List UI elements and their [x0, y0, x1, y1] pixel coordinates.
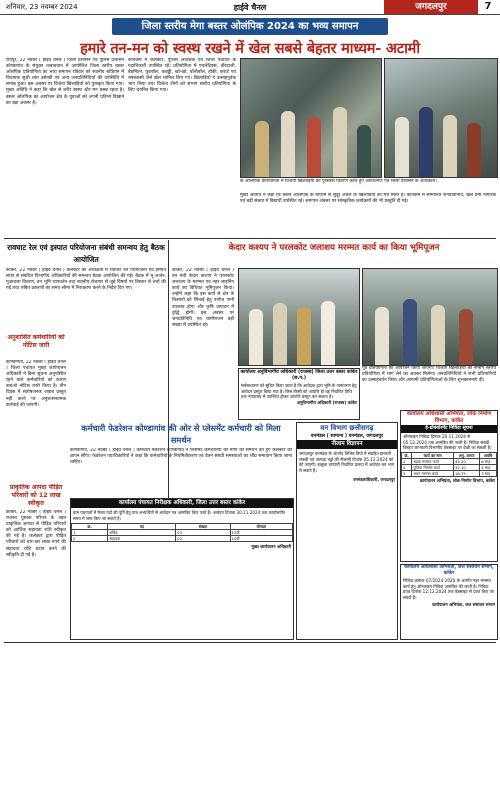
story-notice-headline: अनुशासित कर्मचारियों को नोटिस जारी	[7, 334, 65, 349]
story7-body	[362, 366, 496, 406]
story-relief-text: कांकेर, 22 नवंबर ( हाईवे चैनल ) राजस्व पुस्तक परिपत्र के तहत प्राकृतिक आपदा से पीड़ित परिवारों को आर्थिक सहायता राशि स्वीकृत की गई है। कलेक्टर द्वारा पीड़ित परिवारों को चार-चार लाख रुपये की सहायता राशि प्रदान करने की स्वीकृति दी गई है।	[6, 510, 66, 558]
table-header: पद	[108, 524, 176, 530]
table-cell: 02	[176, 536, 230, 542]
notice-sdm-sign: अनुविभागीय अधिकारी (राजस्व) कांकेर	[296, 399, 357, 405]
notice-panchayat	[70, 498, 294, 640]
photo-figure	[395, 117, 409, 177]
table-cell: 1	[72, 530, 108, 536]
photo-figure	[297, 307, 311, 365]
story-kashyap-headline: केदार कश्यप ने परलकोट जलाशय मरम्मत कार्य का किया भूमिपूजन	[228, 243, 440, 253]
notice-sdm	[238, 368, 360, 420]
notice-pwd	[400, 410, 498, 562]
story-relief-body	[6, 510, 66, 636]
table-header: संख्या	[176, 524, 230, 530]
lead-photo-event	[384, 58, 498, 178]
issue-date: शनिवार, 23 नवम्बर 2024	[6, 3, 78, 11]
story-kashyap-text: कांकेर, 22 नवंबर ( हाईवे चैनल ) वन मंत्री केदार कश्यप ने परलकोट जलाशय के मरम्मत एवं नहर लाइनिंग कार्य का विधिवत भूमिपूजन किया। उन्होंने कहा कि इस कार्य से क्षेत्र के किसानों को सिंचाई हेतु पर्याप्त पानी उपलब्ध होगा और कृषि उत्पादन में वृद्धि होगी। इस अवसर पर जनप्रतिनिधि एवं ग्रामीणजन बड़ी संख्या में उपस्थित रहे।	[172, 268, 234, 328]
table-cell: 12वीं	[230, 530, 292, 536]
notice-forest-sign: वनमंडलाधिकारी, जगदलपुर	[353, 477, 395, 483]
notice-sdm-title: कार्यालय अनुविभागीय अधिकारी (राजस्व) जिला उत्तर बस्तर कांकेर (छ.ग.)	[240, 370, 358, 381]
city-badge: जगदलपुर	[384, 0, 478, 14]
table-row	[402, 470, 497, 476]
section-divider	[4, 238, 496, 239]
photo-figure	[467, 123, 481, 177]
table-header: क्र.	[402, 452, 412, 458]
notice-panchayat-title: कार्यालय पंचायत निरीक्षक अधिकारी, जिला उत्तर बस्तर कांकेर	[71, 499, 293, 508]
footer-rule	[4, 642, 496, 643]
photo-figure	[307, 117, 321, 177]
photo-figure	[357, 125, 371, 177]
story-federation-body	[70, 448, 292, 494]
photo-figure	[459, 309, 473, 365]
story-kashyap-photo	[238, 268, 360, 366]
lead-body-col3	[240, 193, 496, 235]
table-header: अवधि	[480, 452, 497, 458]
table-cell: 18.75	[453, 470, 479, 476]
story-notice-text: कोण्डागांव, 22 नवंबर ( हाईवे चैनल ) जिला पंचायत मुख्य कार्यपालन अधिकारी ने बिना सूचना अनुपस्थित रहने वाले कर्मचारियों को कारण बताओ नोटिस जारी किया है। तीन दिवस में संतोषजनक जवाब प्रस्तुत नहीं करने पर अनुशासनात्मक कार्रवाई की जाएगी।	[6, 360, 66, 408]
table-cell: 10वीं	[230, 536, 292, 542]
notice-forest	[296, 422, 398, 640]
table-cell: सचिव	[108, 530, 176, 536]
notice-panchayat-text: ग्राम पंचायतों में रिक्त पदों की पूर्ति हेतु पात्र अभ्यर्थियों से आवेदन पत्र आमंत्रित किए जाते हैं। आवेदन दिनांक 30.11.2024 तक कार्यालयीन समय में जमा किए जा सकते हैं।	[73, 510, 286, 521]
lead-photo-sports	[240, 58, 382, 178]
page-number: 7	[484, 1, 492, 12]
lead-photo-caption: के ओलंपिक प्रतियोगिता में विजयी खिलाड़ियों को पुरस्कार वितरण करते हुए अतिथिगण एवं जिला प्रशासन के अधिकारी।	[240, 179, 438, 184]
photo-figure	[255, 121, 269, 177]
photo-figure	[375, 307, 389, 365]
story-rawghat-text: कांकेर, 22 नवंबर ( हाईवे चैनल ) कलेक्टर की अध्यक्षता में रावघाट रेल परियोजना एवं इस्पात संयंत्र से संबंधित विभागीय अधिकारियों की समन्वय बैठक आयोजित की गई। बैठक में भू-अर्जन, मुआवजा वितरण, वन भूमि व्यपवर्तन तथा स्थानीय रोजगार से जुड़े विषयों पर विस्तार से चर्चा की गई तथा लंबित प्रकरणों का समय-सीमा में निराकरण करने के निर्देश दिए गए।	[6, 268, 166, 292]
lead-body-text-1: रायपुर, 22 नवंबर ( हाईवे चैनल ) जिला प्रशासन एवं पुलिस प्रशासन कोण्डागांव के संयुक्त तत्वावधान में आयोजित जिला स्तरीय बस्तर ओलंपिक प्रतियोगिता का भव्य समापन रविवार को स्थानीय स्टेडियम में विधायक सुश्री लता उसेण्डी एवं अन्य जनप्रतिनिधियों की उपस्थिति में सम्पन्न हुआ। इस अवसर पर विजेता खिलाड़ियों को पुरस्कृत किया गया। मुख्य अतिथि ने कहा कि खेल से शरीर स्वस्थ और मन प्रसन्न रहता है। बस्तर ओलंपिक का आयोजन क्षेत्र के युवाओं को अपनी प्रतिभा दिखाने का बड़ा अवसर है।	[6, 58, 124, 106]
table-cell: 32.10	[453, 464, 479, 470]
photo-figure	[273, 303, 287, 365]
notice-water-sign: कार्यपालन अभियंता, जल संसाधन संभाग	[432, 602, 495, 608]
story7-photo	[362, 268, 498, 366]
photo-figure	[419, 107, 433, 177]
photo-figure	[333, 107, 347, 177]
table-cell: 3	[402, 470, 412, 476]
table-cell: 6 माह	[480, 458, 497, 464]
lead-body-text-2: कार्यक्रम में कलेक्टर, पुलिस अधीक्षक एवं जिला पंचायत के पदाधिकारी उपस्थित रहे। प्रतियोगिता में एथलेटिक्स, तीरंदाजी, बैडमिंटन, फुटबॉल, कबड्डी, खो-खो, वॉलीबॉल, हॉकी, कराटे एवं रस्साकसी जैसे खेल शामिल किए गए। खिलाड़ियों ने उत्साहपूर्वक भाग लिया तथा विजेता टीमों को संभाग स्तरीय प्रतियोगिता के लिए चयनित किया गया।	[128, 58, 236, 94]
notice-pwd-title: कार्यालय अधिशासी अभियंता, लोक निर्माण विभाग, कांकेर	[406, 411, 492, 424]
story-federation-text: कोण्डागांव, 22 नवंबर ( हाईवे चैनल ) कर्मचारी फेडरेशन कोण्डागांव ने प्लेसमेंट कर्मचारियों की मांगों को समर्थन देते हुए कलेक्टर को ज्ञापन सौंपा। फेडरेशन पदाधिकारियों ने कहा कि कर्मचारियों के नियमितीकरण एवं वेतन संबंधी समस्याओं का शीघ्र समाधान किया जाना चाहिए।	[70, 448, 292, 466]
notice-panchayat-sign: मुख्य कार्यपालन अधिकारी	[251, 544, 291, 550]
story-notice-body	[6, 360, 66, 480]
lead-body-text-3: मुख्य अतिथि ने कहा कि बस्तर ओलंपिक के माध्यम से सुदूर अंचल के खिलाड़ियों को मंच मिला है। कार्यक्रम में सम्मानित जनप्रतिनिधि, खेल प्रेमी नागरिक एवं बड़ी संख्या में विद्यार्थी उपस्थित रहे। समापन अवसर पर सांस्कृतिक कार्यक्रमों की भी प्रस्तुति दी गई।	[240, 193, 496, 205]
story-relief-headline: प्राकृतिक आपदा पीड़ित परिवारों को 12 लाख स्वीकृत	[9, 484, 63, 507]
notice-panchayat-table	[71, 523, 293, 542]
table-cell: 1	[402, 458, 412, 464]
notice-pwd-table	[401, 452, 497, 477]
table-cell: 45.20	[453, 458, 479, 464]
table-cell: भवन मरम्मत कार्य	[412, 470, 454, 476]
paper-name: हाईवे चैनल	[233, 3, 267, 12]
story-federation-headline: कर्मचारी फेडरेशन कोण्डागांव की ओर से प्लेसमेंट कर्मचारी को मिला समर्थन	[81, 423, 281, 445]
table-cell: पुलिया निर्माण कार्य	[412, 464, 454, 470]
notice-water	[400, 564, 498, 640]
story-rawghat-body	[6, 268, 166, 330]
notice-pwd-sign: कार्यपालन अभियंता, लोक निर्माण विभाग, कांकेर	[419, 477, 495, 483]
photo-figure	[321, 301, 335, 365]
table-header: अनु. लागत	[453, 452, 479, 458]
table-cell: 4 माह	[480, 464, 497, 470]
lead-kicker: जिला स्तरीय मेगा बस्तर ओलंपिक 2024 का भव्य समापन	[112, 18, 388, 35]
notice-pwd-band: ई-प्रोक्योरमेंट निविदा सूचना	[401, 425, 497, 433]
notice-forest-text: जगदलपुर वनमंडल के अंतर्गत विभिन्न डिपो में संग्रहित इमारती लकड़ी एवं जलाऊ चट्टों की नीलामी दिनांक 05.12.2024 को की जाएगी। इच्छुक व्यापारी निर्धारित प्रारूप में आवेदन कर भाग ले सकते हैं।	[299, 451, 395, 473]
table-cell: 2	[402, 464, 412, 470]
notice-water-text: निविदा क्रमांक 07/2024-2025 के अंतर्गत नहर मरम्मत कार्य हेतु ऑनलाइन निविदा आमंत्रित की जाती है। निविदा प्रपत्र दिनांक 12.12.2024 तक वेबसाइट से प्राप्त किए जा सकते हैं।	[403, 578, 494, 600]
lead-body-col1	[6, 58, 124, 234]
lead-body-col2	[128, 58, 236, 234]
table-cell: 3 माह	[480, 470, 497, 476]
photo-figure	[443, 115, 457, 177]
story-rawghat-headline: रावघाट रेल एवं इस्पात परियोजना संबंधी समन्वय हेतु बैठक आयोजित	[7, 243, 165, 264]
table-header: कार्य का नाम	[412, 452, 454, 458]
notice-forest-title: वन विभाग छत्तीसगढ़	[320, 424, 374, 432]
story7-text: पूर्व प्रतियोगिता का आयोजन किया जाएगा। विजेता खिलाड़ियों को संभाग स्तरीय प्रतियोगिता में भाग लेने का अवसर मिलेगा। जनप्रतिनिधियों ने सभी प्रतिभागियों का उत्साहवर्धन किया और आगामी प्रतियोगिताओं के लिए शुभकामनाएं दीं।	[362, 366, 496, 384]
table-cell: 03	[176, 530, 230, 536]
notice-forest-band: नीलाम विज्ञापन	[297, 440, 397, 449]
notice-forest-sub: वनमंडल ( सामान्य ) वनमंडल, जगदलपुर	[310, 434, 384, 439]
notice-sdm-text: सर्वसाधारण को सूचित किया जाता है कि आवेदक द्वारा भूमि के नामांतरण हेतु आवेदन प्रस्तुत किया गया है। जिस किसी को आपत्ति हो वह निर्धारित तिथि तक न्यायालय में उपस्थित होकर आपत्ति प्रस्तुत कर सकता है।	[241, 383, 357, 400]
masthead	[0, 0, 500, 15]
table-cell: 2	[72, 536, 108, 542]
notice-water-title: कार्यालय अधिशासी अभियंता, जल संसाधन संभाग, कांकेर	[404, 565, 494, 576]
photo-figure	[403, 299, 417, 365]
photo-figure	[249, 309, 263, 365]
story-kashyap-body	[172, 268, 234, 364]
table-row	[72, 536, 293, 542]
table-cell: सहायक	[108, 536, 176, 542]
table-cell: सड़क मरम्मत कार्य	[412, 458, 454, 464]
photo-figure	[281, 111, 295, 177]
table-header: योग्यता	[230, 524, 292, 530]
lead-headline: हमारे तन-मन को स्वस्थ रखने में खेल सबसे बेहतर माध्यम- अटामी	[80, 40, 420, 57]
table-header: क्र.	[72, 524, 108, 530]
photo-figure	[431, 305, 445, 365]
notice-pwd-text: ऑनलाइन निविदा दिनांक 20.11.2024 से 05.12.2024 तक आमंत्रित की जाती है। निविदा संबंधी विस्तृत जानकारी विभागीय वेबसाइट पर देखी जा सकती है।	[403, 434, 492, 451]
